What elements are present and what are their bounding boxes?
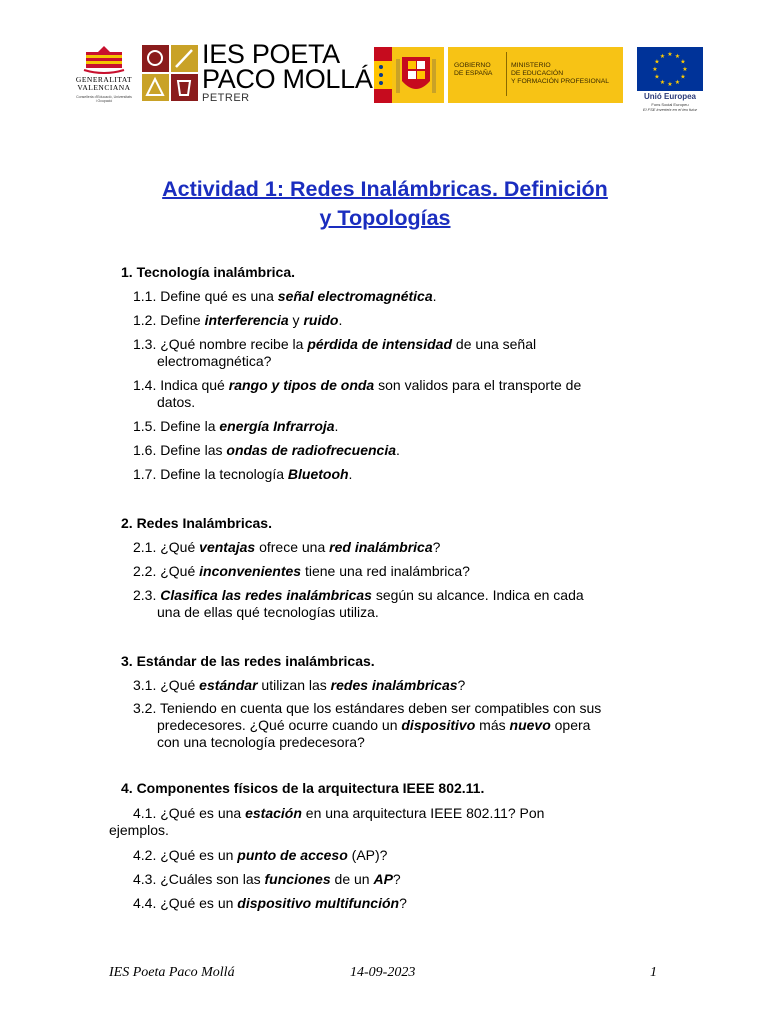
gob-line2: DE ESPAÑA [454, 70, 493, 77]
item-1-2-and: y [288, 312, 304, 328]
item-3-2-line3: con una tecnología predecesora? [157, 734, 365, 750]
item-2-3-cont: una de ellas qué tecnologías utiliza. [157, 604, 379, 620]
item-2-1-text: 2.1. ¿Qué [133, 539, 200, 555]
item-4-1-cont: ejemplos. [109, 822, 169, 838]
item-1-2 [133, 312, 342, 329]
item-4-4-end: ? [399, 895, 407, 911]
item-1-1 [133, 288, 437, 305]
ies-name [202, 39, 373, 94]
gob-line1: GOBIERNO [454, 62, 491, 69]
item-1-3-end: de una señal [452, 336, 537, 352]
item-4-3 [133, 871, 401, 888]
gobierno-label [454, 62, 492, 78]
svg-text:★: ★ [667, 51, 673, 58]
item-1-1-text: 1.1. Define qué es una [133, 288, 278, 304]
min-line3: Y FORMACIÓN PROFESIONAL [511, 78, 610, 85]
min-line1: MINISTERIO [511, 62, 551, 69]
item-2-3-end: según su alcance. Indica en cada [371, 587, 584, 603]
item-4-4-term: dispositivo multifunción [237, 895, 400, 911]
item-1-7 [133, 466, 352, 483]
item-3-2-text: predecesores. ¿Qué ocurre cuando un [157, 717, 402, 733]
item-4-3-text: 4.3. ¿Cuáles son las [133, 871, 265, 887]
item-3-1-text: 3.1. ¿Qué [133, 677, 200, 693]
gv-department [64, 95, 144, 103]
item-2-2-term: inconvenientes [199, 563, 302, 579]
footer-school: IES Poeta Paco Mollá [109, 965, 235, 980]
ies-line1: IES POETA [202, 39, 340, 69]
item-2-3-text: 2.3. [133, 587, 161, 603]
title-line1: Actividad 1: Redes Inalámbricas. Definición [162, 177, 608, 201]
svg-text:★: ★ [674, 79, 681, 86]
item-2-1 [133, 539, 440, 556]
item-3-2: 3.2. Teniendo en cuenta que los estándares deben ser compatibles con sus [133, 700, 602, 716]
item-4-2-text: 4.2. ¿Qué es un [133, 847, 238, 863]
item-2-1-mid: ofrece una [255, 539, 330, 555]
section-heading-4: 4. Componentes físicos de la arquitectura IEEE 802.11. [121, 780, 485, 796]
gv-small1: Conselleria d'Educació, Universitats [76, 95, 132, 99]
item-4-2-end: (AP)? [347, 847, 388, 863]
item-3-2-end: opera [550, 717, 591, 733]
section-heading-1: 1. Tecnología inalámbrica. [121, 264, 296, 280]
ministerio-label [511, 62, 609, 86]
item-1-7-text: 1.7. Define la tecnología [133, 466, 288, 482]
item-1-1-end: . [432, 288, 437, 304]
item-1-7-term: Bluetooh [287, 466, 349, 482]
svg-text:★: ★ [682, 66, 688, 73]
svg-text:★: ★ [680, 73, 686, 81]
item-1-6-text: 1.6. Define las [133, 442, 227, 458]
section-heading-2: 2. Redes Inalámbricas. [121, 515, 272, 531]
svg-text:★: ★ [659, 79, 666, 86]
eu-subtitle: Fons Social Europeu [651, 102, 689, 107]
min-line2: DE EDUCACIÓN [511, 70, 564, 77]
item-3-2-line2 [157, 717, 590, 734]
generalitat-emblem-icon [80, 46, 128, 74]
svg-text:★: ★ [659, 53, 666, 60]
ies-line2: PACO MOLLÁ [202, 64, 373, 94]
item-1-1-term: señal electromagnética [277, 288, 433, 304]
item-3-1-term2: redes inalámbricas [330, 677, 458, 693]
item-1-2-end: . [338, 312, 343, 328]
item-4-3-end: ? [392, 871, 401, 887]
item-1-5-text: 1.5. Define la [133, 418, 220, 434]
item-2-2 [133, 563, 470, 580]
gv-name [64, 76, 144, 92]
item-1-6-term: ondas de radiofrecuencia [226, 442, 396, 458]
page-title [100, 175, 670, 233]
item-1-2-term1: interferencia [204, 312, 289, 328]
item-4-1-end: en una arquitectura IEEE 802.11? Pon [301, 805, 545, 821]
item-3-2-mid: más [475, 717, 510, 733]
item-1-4 [133, 377, 581, 394]
item-3-2-term1: dispositivo [401, 717, 476, 733]
item-3-1-mid: utilizan las [257, 677, 331, 693]
item-1-5-end: . [334, 418, 339, 434]
footer-page-number: 1 [650, 965, 657, 980]
item-3-2-term2: nuevo [509, 717, 551, 733]
item-4-1-term: estación [245, 805, 302, 821]
item-1-3-text: 1.3. ¿Qué nombre recibe la [133, 336, 308, 352]
item-1-2-text: 1.2. Define [133, 312, 205, 328]
svg-text:★: ★ [667, 81, 673, 88]
svg-text:★: ★ [652, 66, 658, 73]
spain-coat-of-arms-icon [374, 47, 444, 103]
title-line2: y Topologías [319, 206, 451, 230]
item-3-1-end: ? [457, 677, 466, 693]
section-heading-3: 3. Estándar de las redes inalámbricas. [121, 653, 375, 669]
item-1-4-text: 1.4. Indica qué [133, 377, 229, 393]
item-2-2-text: 2.2. ¿Qué [133, 563, 200, 579]
svg-text:★: ★ [654, 73, 660, 81]
ies-city: PETRER [202, 92, 250, 104]
gv-line1: GENERALITAT [75, 75, 133, 84]
item-1-5 [133, 418, 338, 435]
item-4-2-term: punto de acceso [237, 847, 348, 863]
gv-small2: i Ocupació [95, 99, 113, 103]
item-1-4-cont: datos. [157, 394, 196, 410]
item-4-3-term1: funciones [264, 871, 331, 887]
ies-logo-icons [142, 45, 198, 101]
item-1-4-term: rango y tipos de onda [228, 377, 375, 393]
item-1-3-term: pérdida de intensidad [307, 336, 453, 352]
item-4-4 [133, 895, 407, 912]
item-2-1-term1: ventajas [199, 539, 256, 555]
svg-text:★: ★ [654, 58, 660, 66]
svg-text:★: ★ [680, 58, 686, 66]
item-4-2 [133, 847, 387, 864]
item-1-2-term2: ruido [303, 312, 339, 328]
item-1-5-term: energía Infrarroja [219, 418, 335, 434]
footer-date: 14-09-2023 [350, 965, 416, 980]
item-4-3-term2: AP [373, 871, 393, 887]
item-4-1 [133, 805, 544, 822]
item-2-3 [133, 587, 584, 604]
item-4-1-text: 4.1. ¿Qué es una [133, 805, 246, 821]
item-1-3-cont: electromagnética? [157, 353, 272, 369]
item-4-3-mid: de un [330, 871, 374, 887]
item-4-4-text: 4.4. ¿Qué es un [133, 895, 238, 911]
item-1-4-end: son validos para el transporte de [374, 377, 582, 393]
item-2-2-end: tiene una red inalámbrica? [301, 563, 470, 579]
item-2-1-end: ? [432, 539, 441, 555]
svg-text:★: ★ [674, 53, 681, 60]
item-2-1-term2: red inalámbrica [329, 539, 433, 555]
ministry-divider [506, 52, 507, 96]
eu-title: Unió Europea [643, 92, 696, 101]
item-3-1-term1: estándar [199, 677, 258, 693]
eu-flag-icon [637, 47, 703, 91]
item-1-7-end: . [348, 466, 353, 482]
gv-line2: VALENCIANA [77, 83, 131, 92]
eu-tagline: El FSE inverteix en el teu futur [642, 107, 698, 112]
item-2-3-term: Clasifica las redes inalámbricas [160, 587, 372, 603]
item-3-1 [133, 677, 465, 694]
item-1-6-end: . [396, 442, 400, 458]
item-1-6 [133, 442, 400, 459]
item-1-3 [133, 336, 536, 353]
